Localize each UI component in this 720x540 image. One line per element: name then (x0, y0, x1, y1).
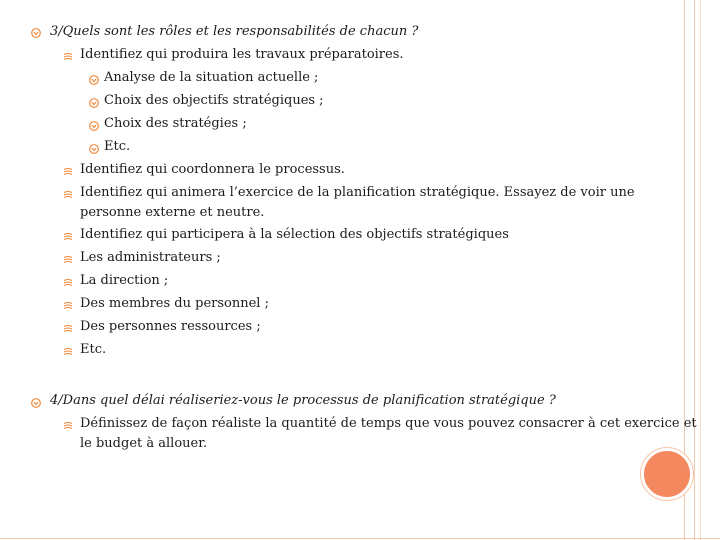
section-2-title: 4/Dans quel délai réaliseriez-vous le processus de planification stratégique ? (50, 393, 556, 408)
bullet-icon (62, 346, 74, 358)
decorative-circle (641, 448, 693, 500)
list-item: Définissez de façon réaliste la quantité de temps que vous pouvez consacrer à cet exercice et (80, 416, 697, 431)
list-item-continuation: le budget à allouer. (80, 436, 208, 451)
bullet-icon (88, 143, 100, 155)
list-item: Choix des stratégies ; (104, 116, 247, 131)
list-item: Identifiez qui produira les travaux préparatoires. (80, 47, 404, 62)
bullet-icon (62, 231, 74, 243)
list-item: La direction ; (80, 273, 169, 288)
decorative-rule-2 (694, 0, 695, 540)
bullet-icon (62, 323, 74, 335)
bullet-icon (62, 420, 74, 432)
bullet-icon (62, 254, 74, 266)
bullet-icon (62, 166, 74, 178)
list-item: Analyse de la situation actuelle ; (104, 70, 319, 85)
bullet-icon (88, 74, 100, 86)
list-item: Identifiez qui participera à la sélection des objectifs stratégiques (80, 227, 509, 242)
list-item: Des membres du personnel ; (80, 296, 269, 311)
bullet-icon (62, 277, 74, 289)
bullet-icon (30, 27, 42, 39)
list-item: Identifiez qui animera l’exercice de la planification stratégique. Essayez de voir une (80, 185, 635, 200)
bullet-icon (62, 189, 74, 201)
bullet-icon (88, 97, 100, 109)
list-item: Etc. (104, 139, 131, 154)
list-item: Des personnes ressources ; (80, 319, 261, 334)
decorative-rule-bottom (0, 538, 720, 539)
bullet-icon (30, 397, 42, 409)
list-item-continuation: personne externe et neutre. (80, 205, 265, 220)
list-item: Etc. (80, 342, 107, 357)
list-item: Les administrateurs ; (80, 250, 221, 265)
bullet-icon (88, 120, 100, 132)
list-item: Identifiez qui coordonnera le processus. (80, 162, 345, 177)
bullet-icon (62, 300, 74, 312)
bullet-icon (62, 51, 74, 63)
section-1-title: 3/Quels sont les rôles et les responsabilités de chacun ? (50, 24, 419, 39)
decorative-rule-3 (700, 0, 701, 540)
list-item: Choix des objectifs stratégiques ; (104, 93, 324, 108)
